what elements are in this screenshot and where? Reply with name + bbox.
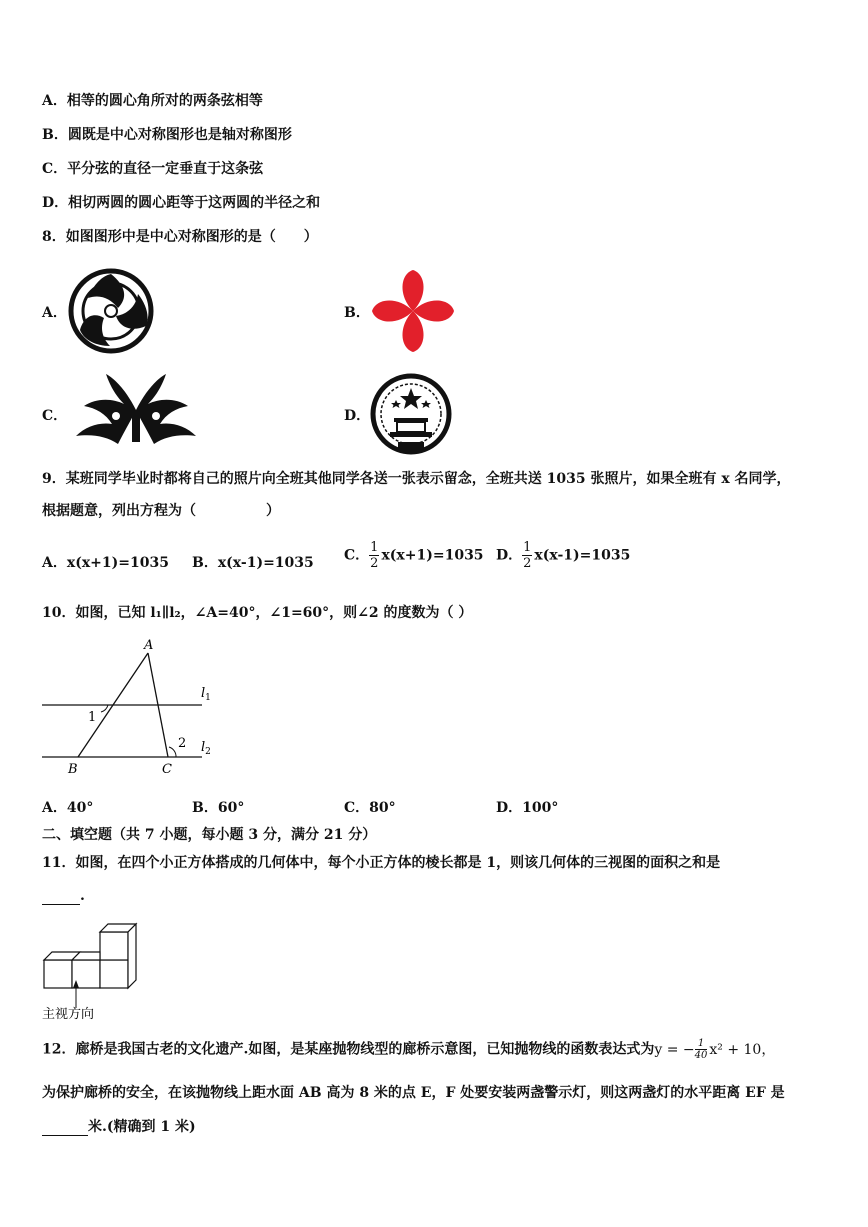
q10-point-a-label: A [144,638,154,653]
q8-stem: 8．如图图形中是中心对称图形的是（ ） [42,229,318,245]
fraction-numerator: 1 [370,540,379,555]
q10-option-a: A．40° [42,800,94,816]
q11-answer-blank [42,888,80,905]
q10-angle-2-label: 2 [178,736,187,751]
q8-label-d: D． [344,408,371,424]
q8-image-c-phoenix-pattern [66,370,206,452]
section-2-heading: 二、填空题（共 7 小题，每小题 3 分，满分 21 分） [42,827,377,843]
q9-option-d [496,540,630,571]
q12-stem-line3 [42,1116,196,1136]
q11-answer-line [42,888,85,905]
q11-period: . [80,888,85,904]
fraction-numerator: 1 [523,540,532,555]
q8-image-a-emblem [66,266,156,356]
q10-option-d: D．100° [496,800,559,816]
fraction-denominator: 2 [523,556,532,571]
q12-formula-rhs: x² + 10， [709,1041,776,1058]
q12-formula [654,1038,776,1061]
q9-option-b: B．x(x-1)=1035 [192,555,314,571]
q9-option-c-label: C． [344,547,370,564]
q12-stem-tail: 米.(精确到 1 米) [88,1119,196,1135]
q9-option-c-expr: x(x+1)=1035 [381,547,484,564]
q9-option-c [344,540,484,571]
q10-angle-1-label: 1 [88,710,97,725]
q12-formula-lhs: y = − [654,1041,695,1058]
q9-option-d-label: D． [496,547,523,564]
q12-formula-fraction [695,1038,708,1061]
q10-stem: 10．如图，已知 l₁∥l₂，∠A=40°，∠1=60°，则∠2 的度数为（ ） [42,605,473,621]
q10-option-c: C．80° [344,800,396,816]
q8-label-c: C． [42,408,68,424]
q12-answer-blank [42,1119,88,1136]
q10-figure [38,635,228,785]
q10-point-b-label: B [68,762,78,777]
fraction-denominator: 40 [694,1050,708,1061]
q8-label-b: B． [344,305,370,321]
q9-option-d-expr: x(x-1)=1035 [534,547,631,564]
q12-stem-line1 [42,1038,775,1061]
q9-stem-line1: 9．某班同学毕业时都将自己的照片向全班其他同学各送一张表示留念，全班共送 1035 张照片，如果全班有 x 名同学， [42,471,791,487]
q12-stem-text: 12．廊桥是我国古老的文化遗产.如图，是某座抛物线型的廊桥示意图，已知抛物线的函数表达式为 [42,1041,655,1058]
q10-line-l2-label: $l_2$ [201,740,211,757]
q7-option-a: A．相等的圆心角所对的两条弦相等 [42,93,263,109]
q12-stem-line2: 为保护廊桥的安全，在该抛物线上距水面 AB 高为 8 米的点 E，F 处要安装两盏警示灯，则这两盏灯的水平距离 EF 是 [42,1085,785,1101]
q11-view-direction-label: 主视方向 [42,1007,95,1020]
q10-point-c-label: C [162,762,172,777]
q7-option-b: B．圆既是中心对称图形也是轴对称图形 [42,127,292,143]
q7-option-c: C．平分弦的直径一定垂直于这条弦 [42,161,264,177]
q7-option-d: D．相切两圆的圆心距等于这两圆的半径之和 [42,195,321,211]
q10-line-l1-label: $l_1$ [201,686,211,703]
q8-image-b-red-flower [368,266,458,356]
q9-option-c-fraction [369,540,379,571]
q11-stem: 11．如图，在四个小正方体搭成的几何体中，每个小正方体的棱长都是 1，则该几何体的三视图的面积之和是 [42,855,721,871]
q8-label-a: A． [42,305,67,321]
q10-option-b: B．60° [192,800,245,816]
q9-option-d-fraction [522,540,532,571]
q9-stem-line2: 根据题意，列出方程为（ ） [42,503,280,519]
fraction-numerator: 1 [695,1038,708,1050]
fraction-denominator: 2 [370,556,379,571]
q11-cube-figure [40,920,140,1020]
q9-option-a: A．x(x+1)=1035 [42,555,169,571]
q8-image-d-national-emblem [368,370,454,458]
